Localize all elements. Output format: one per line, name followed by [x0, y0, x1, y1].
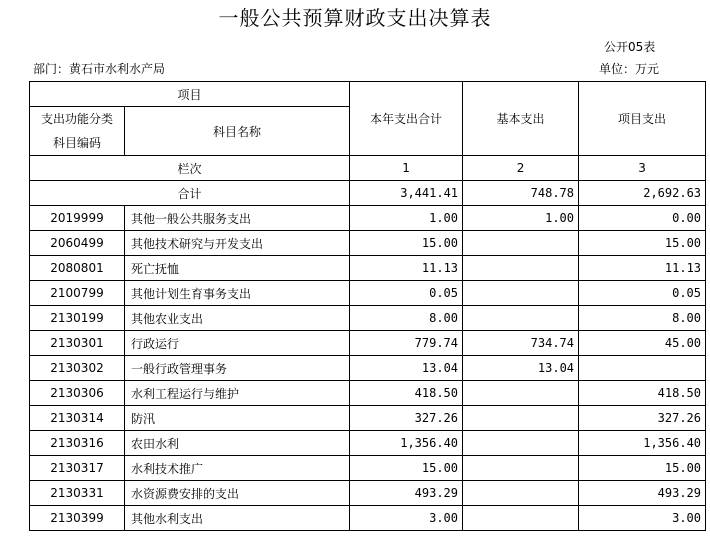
row-project: 15.00 — [579, 456, 706, 481]
row-total: 779.74 — [350, 331, 463, 356]
table-row — [30, 381, 706, 406]
table-row — [30, 256, 706, 281]
row-code: 2130302 — [30, 356, 125, 381]
row-code: 2130316 — [30, 431, 125, 456]
column-index-2: 2 — [463, 156, 579, 181]
sum-basic: 748.78 — [463, 181, 579, 206]
row-project: 1,356.40 — [579, 431, 706, 456]
column-label: 栏次 — [30, 156, 350, 181]
row-name: 水利技术推广 — [125, 456, 350, 481]
row-total: 15.00 — [350, 231, 463, 256]
table-row — [30, 306, 706, 331]
row-total: 0.05 — [350, 281, 463, 306]
sum-total: 3,441.41 — [350, 181, 463, 206]
row-name: 其他技术研究与开发支出 — [125, 231, 350, 256]
row-total: 13.04 — [350, 356, 463, 381]
row-total: 1.00 — [350, 206, 463, 231]
sum-project: 2,692.63 — [579, 181, 706, 206]
row-name: 其他农业支出 — [125, 306, 350, 331]
row-basic — [463, 481, 579, 506]
header-row-1 — [30, 82, 706, 107]
row-name: 农田水利 — [125, 431, 350, 456]
func-class-line2: 科目编码 — [52, 136, 101, 150]
table-row — [30, 456, 706, 481]
row-project: 3.00 — [579, 506, 706, 531]
report-title: 一般公共预算财政支出决算表 — [218, 6, 492, 30]
table-row — [30, 431, 706, 456]
project-exp-header: 项目支出 — [579, 82, 706, 156]
expenditure-table — [29, 81, 706, 531]
unit-label: 单位：万元 — [599, 62, 660, 76]
row-code: 2019999 — [30, 206, 125, 231]
department-label: 部门：黄石市水利水产局 — [33, 62, 166, 76]
row-total: 8.00 — [350, 306, 463, 331]
row-basic: 734.74 — [463, 331, 579, 356]
row-code: 2080801 — [30, 256, 125, 281]
row-name: 其他一般公共服务支出 — [125, 206, 350, 231]
row-basic — [463, 431, 579, 456]
func-class-line1: 支出功能分类 — [40, 112, 113, 126]
row-basic: 1.00 — [463, 206, 579, 231]
row-name: 一般行政管理事务 — [125, 356, 350, 381]
row-code: 2130314 — [30, 406, 125, 431]
row-basic — [463, 456, 579, 481]
row-code: 2130199 — [30, 306, 125, 331]
row-code: 2060499 — [30, 231, 125, 256]
row-basic — [463, 231, 579, 256]
row-total: 327.26 — [350, 406, 463, 431]
row-name: 水资源费安排的支出 — [125, 481, 350, 506]
row-basic — [463, 281, 579, 306]
row-project: 418.50 — [579, 381, 706, 406]
row-code: 2130306 — [30, 381, 125, 406]
table-row — [30, 206, 706, 231]
subject-name-header: 科目名称 — [125, 107, 350, 156]
row-name: 其他水利支出 — [125, 506, 350, 531]
column-index-3: 3 — [579, 156, 706, 181]
row-code: 2100799 — [30, 281, 125, 306]
row-code: 2130331 — [30, 481, 125, 506]
row-project: 0.05 — [579, 281, 706, 306]
row-project — [579, 356, 706, 381]
row-project: 15.00 — [579, 231, 706, 256]
table-row — [30, 281, 706, 306]
table-row — [30, 406, 706, 431]
row-total: 15.00 — [350, 456, 463, 481]
basic-header: 基本支出 — [463, 82, 579, 156]
table-row — [30, 481, 706, 506]
row-name: 水利工程运行与维护 — [125, 381, 350, 406]
row-basic — [463, 306, 579, 331]
row-basic: 13.04 — [463, 356, 579, 381]
row-total: 418.50 — [350, 381, 463, 406]
row-name: 防汛 — [125, 406, 350, 431]
row-basic — [463, 381, 579, 406]
row-total: 493.29 — [350, 481, 463, 506]
row-name: 死亡抚恤 — [125, 256, 350, 281]
sum-label: 合计 — [30, 181, 350, 206]
report-code: 公开05表 — [604, 40, 656, 54]
column-index-1: 1 — [350, 156, 463, 181]
row-project: 493.29 — [579, 481, 706, 506]
row-code: 2130399 — [30, 506, 125, 531]
row-basic — [463, 256, 579, 281]
sum-row — [30, 181, 706, 206]
project-header: 项目 — [30, 82, 350, 107]
row-basic — [463, 406, 579, 431]
row-project: 8.00 — [579, 306, 706, 331]
row-total: 3.00 — [350, 506, 463, 531]
func-class-header — [30, 107, 125, 156]
table-row — [30, 331, 706, 356]
row-name: 行政运行 — [125, 331, 350, 356]
row-project: 45.00 — [579, 331, 706, 356]
table-row — [30, 356, 706, 381]
row-basic — [463, 506, 579, 531]
table-row — [30, 231, 706, 256]
row-name: 其他计划生育事务支出 — [125, 281, 350, 306]
row-code: 2130317 — [30, 456, 125, 481]
row-code: 2130301 — [30, 331, 125, 356]
total-header: 本年支出合计 — [350, 82, 463, 156]
table-row — [30, 506, 706, 531]
row-project: 0.00 — [579, 206, 706, 231]
row-total: 1,356.40 — [350, 431, 463, 456]
row-project: 327.26 — [579, 406, 706, 431]
row-total: 11.13 — [350, 256, 463, 281]
column-index-row — [30, 156, 706, 181]
row-project: 11.13 — [579, 256, 706, 281]
